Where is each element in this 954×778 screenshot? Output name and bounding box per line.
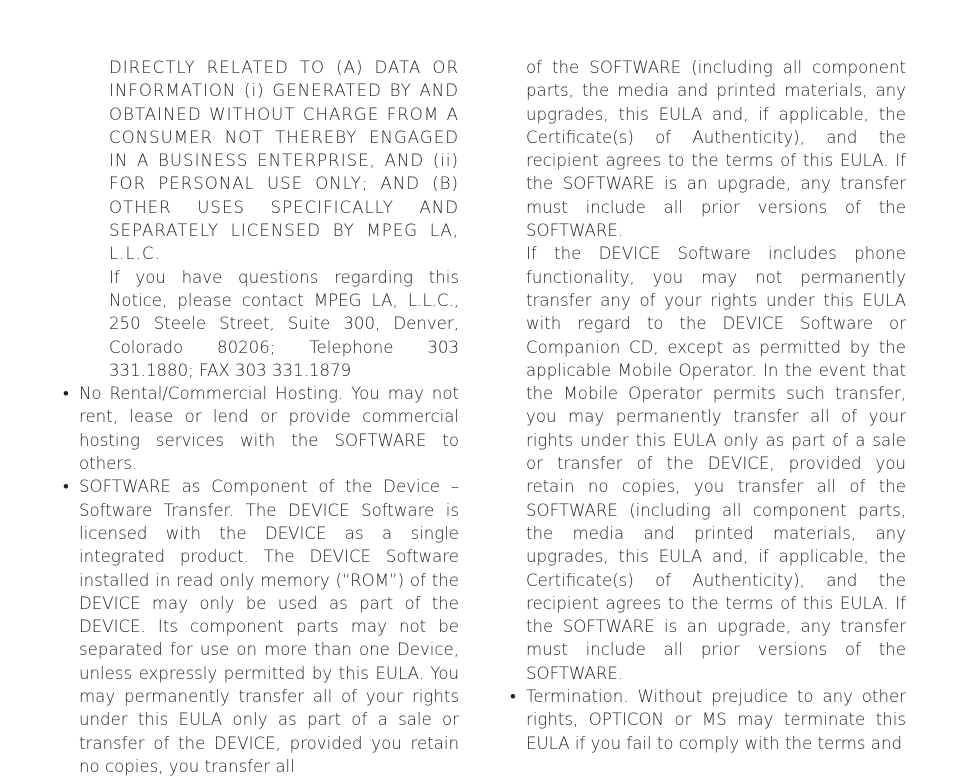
bullet-title: No Rental/Commercial Hosting	[79, 384, 338, 404]
mpeg-notice-block	[109, 56, 459, 382]
bullet-dot: •	[510, 687, 516, 707]
bullet-body: . You may not rent, lease or lend or provide commercial hosting services with the SOFTWARE to others.	[79, 384, 459, 474]
bullet-dot: •	[63, 477, 69, 497]
phone-functionality-paragraph: If the DEVICE Software includes phone functionality, you may not permanently transfer any of your rights under this EULA with regard to the DEVICE Software or Companion CD, except as permitted by the applicable Mobile Operator. In the event that the Mobile Operator permits such transfer, you may permanently transfer all of your rights under this EULA only as part of a sale or transfer of the DEVICE, provided you retain no copies, you transfer all of the SOFTWARE (including all component parts, the media and printed materials, any upgrades, this EULA and, if applicable, the Certificate(s) of Authenticity), and the recipient agrees to the terms of this EULA. If the SOFTWARE is an upgrade, any transfer must include all prior versions of the SOFTWARE.	[526, 244, 906, 683]
bullet-title: SOFTWARE as Component of the Device – Software Transfer	[79, 477, 459, 520]
transfer-continued-paragraph: of the SOFTWARE (including all component parts, the media and printed materials, any upgrades, this EULA and, if applicable, the Certificate(s) of Authenticity), and the recipient agrees to the terms of this EULA. If the SOFTWARE is an upgrade, any transfer must include all prior versions of the SOFTWARE.	[526, 58, 906, 241]
bullet-no-rental-hosting	[62, 382, 459, 475]
bullet-title: Termination	[526, 687, 624, 707]
right-indented-block	[509, 56, 906, 685]
bullet-dot: •	[63, 384, 69, 404]
bullet-software-transfer	[62, 475, 459, 778]
bullet-body: . Without prejudice to any other rights, OPTICON or MS may terminate this EULA if you fail to comply with the terms and	[526, 687, 906, 753]
right-column	[509, 56, 906, 755]
caps-notice-paragraph: DIRECTLY RELATED TO (A) DATA OR INFORMATION (i) GENERATED BY AND OBTAINED WITHOUT CHARGE FROM A CONSUMER NOT THEREBY ENGAGED IN A BUSINESS ENTERPRISE, AND (ii) FOR PERSONAL USE ONLY; AND (B) OTHER USES SPECIFICALLY AND SEPARATELY LICENSED BY MPEG LA, L.L.C.	[109, 58, 459, 264]
left-column	[62, 56, 459, 778]
contact-notice-paragraph: If you have questions regarding this Notice, please contact MPEG LA, L.L.C., 250 Steele Street, Suite 300, Denver, Colorado 80206; Telephone 303 331.1880; FAX 303 331.1879	[109, 267, 459, 380]
bullet-termination	[509, 685, 906, 755]
bullet-body: . The DEVICE Software is licensed with the DEVICE as a single integrated product. The DEVICE Software installed in read only memory (“ROM”) of the DEVICE may only be used as part of the DEVICE. Its component parts may not be separated for use on more than one Device, unless expressly permitted by this EULA. You may permanently transfer all of your rights under this EULA only as part of a sale or transfer of the DEVICE, provided you retain no copies, you transfer all	[79, 500, 460, 776]
